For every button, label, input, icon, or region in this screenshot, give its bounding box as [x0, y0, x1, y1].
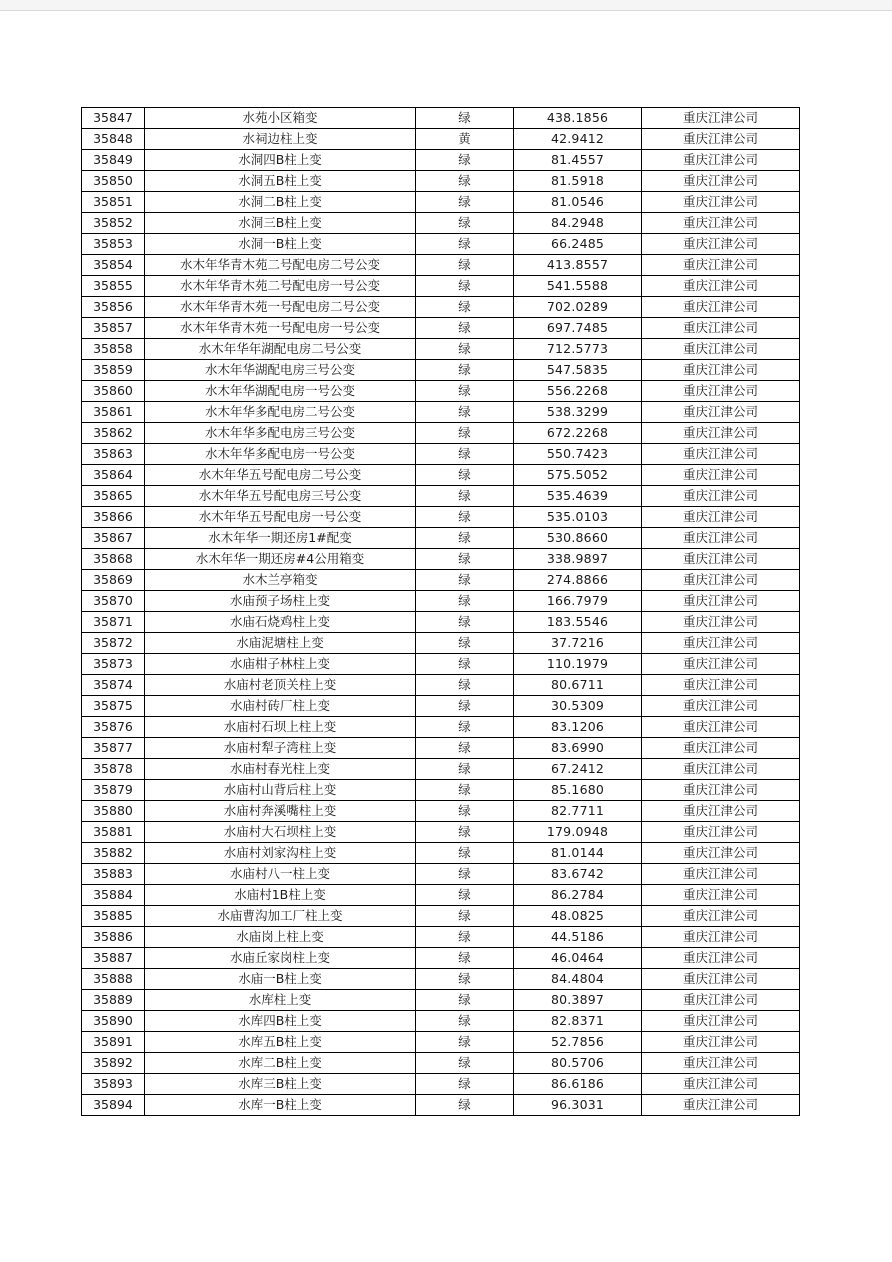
table-row [82, 192, 800, 213]
cell-status: 绿 [416, 990, 514, 1011]
cell-status: 绿 [416, 318, 514, 339]
table-row [82, 549, 800, 570]
cell-status: 绿 [416, 906, 514, 927]
cell-company: 重庆江津公司 [642, 927, 800, 948]
cell-value: 30.5309 [514, 696, 642, 717]
cell-status: 绿 [416, 696, 514, 717]
cell-id: 35866 [82, 507, 145, 528]
cell-value: 81.5918 [514, 171, 642, 192]
cell-id: 35856 [82, 297, 145, 318]
cell-value: 66.2485 [514, 234, 642, 255]
cell-name: 水庙柑子林柱上变 [145, 654, 416, 675]
cell-value: 556.2268 [514, 381, 642, 402]
cell-name: 水木年华一期还房#4公用箱变 [145, 549, 416, 570]
cell-value: 413.8557 [514, 255, 642, 276]
cell-id: 35882 [82, 843, 145, 864]
cell-value: 80.5706 [514, 1053, 642, 1074]
cell-name: 水庙村老顶关柱上变 [145, 675, 416, 696]
cell-value: 42.9412 [514, 129, 642, 150]
cell-name: 水库三B柱上变 [145, 1074, 416, 1095]
cell-name: 水庙村山背后柱上变 [145, 780, 416, 801]
cell-status: 绿 [416, 654, 514, 675]
cell-name: 水庙石烧鸡柱上变 [145, 612, 416, 633]
cell-id: 35865 [82, 486, 145, 507]
cell-status: 绿 [416, 738, 514, 759]
cell-value: 438.1856 [514, 108, 642, 129]
table-row [82, 612, 800, 633]
cell-name: 水木年华湖配电房一号公变 [145, 381, 416, 402]
cell-status: 绿 [416, 1011, 514, 1032]
cell-name: 水木年华多配电房一号公变 [145, 444, 416, 465]
cell-status: 绿 [416, 612, 514, 633]
transformer-table [81, 107, 800, 1116]
cell-name: 水庙预子场柱上变 [145, 591, 416, 612]
cell-id: 35867 [82, 528, 145, 549]
cell-company: 重庆江津公司 [642, 717, 800, 738]
cell-company: 重庆江津公司 [642, 948, 800, 969]
cell-name: 水庙村春光柱上变 [145, 759, 416, 780]
cell-status: 绿 [416, 255, 514, 276]
cell-id: 35864 [82, 465, 145, 486]
cell-id: 35878 [82, 759, 145, 780]
table-row [82, 360, 800, 381]
cell-status: 黄 [416, 129, 514, 150]
cell-company: 重庆江津公司 [642, 1032, 800, 1053]
cell-value: 547.5835 [514, 360, 642, 381]
cell-status: 绿 [416, 843, 514, 864]
cell-value: 530.8660 [514, 528, 642, 549]
cell-id: 35891 [82, 1032, 145, 1053]
cell-id: 35889 [82, 990, 145, 1011]
cell-name: 水庙一B柱上变 [145, 969, 416, 990]
cell-name: 水木年华青木苑二号配电房一号公变 [145, 276, 416, 297]
cell-id: 35881 [82, 822, 145, 843]
cell-id: 35885 [82, 906, 145, 927]
cell-value: 538.3299 [514, 402, 642, 423]
table-row [82, 885, 800, 906]
page-top-edge [0, 0, 892, 11]
cell-value: 82.7711 [514, 801, 642, 822]
cell-value: 85.1680 [514, 780, 642, 801]
cell-name: 水木年华五号配电房二号公变 [145, 465, 416, 486]
cell-company: 重庆江津公司 [642, 759, 800, 780]
cell-id: 35869 [82, 570, 145, 591]
table-row [82, 507, 800, 528]
cell-company: 重庆江津公司 [642, 234, 800, 255]
cell-company: 重庆江津公司 [642, 654, 800, 675]
cell-id: 35859 [82, 360, 145, 381]
cell-status: 绿 [416, 927, 514, 948]
cell-company: 重庆江津公司 [642, 864, 800, 885]
table-row [82, 591, 800, 612]
cell-company: 重庆江津公司 [642, 1074, 800, 1095]
cell-value: 67.2412 [514, 759, 642, 780]
cell-value: 274.8866 [514, 570, 642, 591]
cell-company: 重庆江津公司 [642, 423, 800, 444]
cell-value: 550.7423 [514, 444, 642, 465]
cell-value: 338.9897 [514, 549, 642, 570]
cell-id: 35894 [82, 1095, 145, 1116]
cell-name: 水庙村刘家沟柱上变 [145, 843, 416, 864]
table-row [82, 654, 800, 675]
table-row [82, 969, 800, 990]
table-row [82, 843, 800, 864]
cell-company: 重庆江津公司 [642, 528, 800, 549]
cell-company: 重庆江津公司 [642, 129, 800, 150]
cell-company: 重庆江津公司 [642, 192, 800, 213]
cell-name: 水木年华五号配电房三号公变 [145, 486, 416, 507]
cell-name: 水洞三B柱上变 [145, 213, 416, 234]
cell-name: 水庙村石坝上柱上变 [145, 717, 416, 738]
cell-id: 35888 [82, 969, 145, 990]
table-row [82, 381, 800, 402]
cell-status: 绿 [416, 885, 514, 906]
cell-status: 绿 [416, 822, 514, 843]
cell-id: 35868 [82, 549, 145, 570]
cell-status: 绿 [416, 969, 514, 990]
cell-status: 绿 [416, 1095, 514, 1116]
cell-name: 水库二B柱上变 [145, 1053, 416, 1074]
table-row [82, 213, 800, 234]
cell-value: 541.5588 [514, 276, 642, 297]
cell-id: 35851 [82, 192, 145, 213]
cell-company: 重庆江津公司 [642, 990, 800, 1011]
table-row [82, 1053, 800, 1074]
cell-company: 重庆江津公司 [642, 906, 800, 927]
cell-company: 重庆江津公司 [642, 171, 800, 192]
cell-id: 35860 [82, 381, 145, 402]
cell-id: 35858 [82, 339, 145, 360]
cell-company: 重庆江津公司 [642, 612, 800, 633]
table-row [82, 108, 800, 129]
cell-id: 35875 [82, 696, 145, 717]
cell-id: 35855 [82, 276, 145, 297]
cell-value: 81.0546 [514, 192, 642, 213]
cell-status: 绿 [416, 591, 514, 612]
cell-id: 35872 [82, 633, 145, 654]
cell-name: 水木年华青木苑一号配电房二号公变 [145, 297, 416, 318]
cell-company: 重庆江津公司 [642, 465, 800, 486]
table-row [82, 339, 800, 360]
cell-value: 82.8371 [514, 1011, 642, 1032]
cell-value: 83.1206 [514, 717, 642, 738]
table-row [82, 990, 800, 1011]
table-row [82, 234, 800, 255]
table-row [82, 1095, 800, 1116]
cell-status: 绿 [416, 549, 514, 570]
cell-name: 水木年华年湖配电房二号公变 [145, 339, 416, 360]
cell-id: 35893 [82, 1074, 145, 1095]
cell-value: 80.6711 [514, 675, 642, 696]
cell-name: 水木年华青木苑二号配电房二号公变 [145, 255, 416, 276]
table-row [82, 297, 800, 318]
cell-company: 重庆江津公司 [642, 360, 800, 381]
cell-name: 水庙村砖厂柱上变 [145, 696, 416, 717]
cell-id: 35848 [82, 129, 145, 150]
cell-id: 35861 [82, 402, 145, 423]
cell-company: 重庆江津公司 [642, 381, 800, 402]
cell-status: 绿 [416, 948, 514, 969]
cell-company: 重庆江津公司 [642, 675, 800, 696]
cell-status: 绿 [416, 486, 514, 507]
table-row [82, 150, 800, 171]
cell-status: 绿 [416, 570, 514, 591]
cell-status: 绿 [416, 297, 514, 318]
cell-value: 110.1979 [514, 654, 642, 675]
table-row [82, 1032, 800, 1053]
cell-status: 绿 [416, 465, 514, 486]
cell-id: 35857 [82, 318, 145, 339]
cell-value: 86.2784 [514, 885, 642, 906]
cell-status: 绿 [416, 381, 514, 402]
cell-company: 重庆江津公司 [642, 150, 800, 171]
cell-name: 水洞五B柱上变 [145, 171, 416, 192]
cell-value: 183.5546 [514, 612, 642, 633]
cell-value: 535.4639 [514, 486, 642, 507]
table-row [82, 927, 800, 948]
cell-value: 37.7216 [514, 633, 642, 654]
cell-name: 水洞四B柱上变 [145, 150, 416, 171]
cell-name: 水洞二B柱上变 [145, 192, 416, 213]
cell-name: 水苑小区箱变 [145, 108, 416, 129]
cell-id: 35863 [82, 444, 145, 465]
cell-status: 绿 [416, 150, 514, 171]
cell-status: 绿 [416, 1032, 514, 1053]
cell-company: 重庆江津公司 [642, 297, 800, 318]
cell-company: 重庆江津公司 [642, 402, 800, 423]
cell-id: 35852 [82, 213, 145, 234]
cell-company: 重庆江津公司 [642, 255, 800, 276]
cell-status: 绿 [416, 402, 514, 423]
cell-id: 35887 [82, 948, 145, 969]
table-row [82, 738, 800, 759]
table-row [82, 822, 800, 843]
cell-name: 水祠边柱上变 [145, 129, 416, 150]
cell-id: 35877 [82, 738, 145, 759]
cell-company: 重庆江津公司 [642, 1095, 800, 1116]
cell-company: 重庆江津公司 [642, 570, 800, 591]
cell-name: 水库一B柱上变 [145, 1095, 416, 1116]
cell-name: 水庙村1B柱上变 [145, 885, 416, 906]
cell-name: 水庙岗上柱上变 [145, 927, 416, 948]
cell-name: 水庙丘家岗柱上变 [145, 948, 416, 969]
cell-name: 水木年华青木苑一号配电房一号公变 [145, 318, 416, 339]
table-row [82, 423, 800, 444]
cell-name: 水庙泥塘柱上变 [145, 633, 416, 654]
cell-company: 重庆江津公司 [642, 444, 800, 465]
cell-status: 绿 [416, 675, 514, 696]
table-row [82, 717, 800, 738]
cell-value: 52.7856 [514, 1032, 642, 1053]
cell-status: 绿 [416, 423, 514, 444]
cell-status: 绿 [416, 528, 514, 549]
table-row [82, 675, 800, 696]
cell-company: 重庆江津公司 [642, 213, 800, 234]
table-row [82, 276, 800, 297]
table-row [82, 171, 800, 192]
cell-name: 水木年华多配电房二号公变 [145, 402, 416, 423]
cell-company: 重庆江津公司 [642, 1053, 800, 1074]
cell-value: 44.5186 [514, 927, 642, 948]
cell-name: 水木年华多配电房三号公变 [145, 423, 416, 444]
cell-id: 35849 [82, 150, 145, 171]
cell-company: 重庆江津公司 [642, 696, 800, 717]
cell-company: 重庆江津公司 [642, 339, 800, 360]
cell-status: 绿 [416, 780, 514, 801]
cell-value: 81.4557 [514, 150, 642, 171]
cell-company: 重庆江津公司 [642, 549, 800, 570]
cell-status: 绿 [416, 864, 514, 885]
cell-company: 重庆江津公司 [642, 591, 800, 612]
cell-status: 绿 [416, 276, 514, 297]
cell-value: 81.0144 [514, 843, 642, 864]
cell-company: 重庆江津公司 [642, 885, 800, 906]
table-row [82, 465, 800, 486]
cell-id: 35854 [82, 255, 145, 276]
cell-value: 84.2948 [514, 213, 642, 234]
table-row [82, 528, 800, 549]
cell-company: 重庆江津公司 [642, 843, 800, 864]
cell-id: 35870 [82, 591, 145, 612]
cell-company: 重庆江津公司 [642, 318, 800, 339]
cell-name: 水庙村奔溪嘴柱上变 [145, 801, 416, 822]
cell-value: 83.6990 [514, 738, 642, 759]
cell-company: 重庆江津公司 [642, 822, 800, 843]
cell-id: 35850 [82, 171, 145, 192]
table-row [82, 948, 800, 969]
cell-status: 绿 [416, 759, 514, 780]
cell-value: 80.3897 [514, 990, 642, 1011]
cell-value: 96.3031 [514, 1095, 642, 1116]
cell-id: 35883 [82, 864, 145, 885]
cell-name: 水木兰亭箱变 [145, 570, 416, 591]
cell-status: 绿 [416, 192, 514, 213]
table-body [82, 108, 800, 1116]
cell-company: 重庆江津公司 [642, 633, 800, 654]
cell-status: 绿 [416, 234, 514, 255]
cell-name: 水木年华一期还房1#配变 [145, 528, 416, 549]
table-row [82, 864, 800, 885]
cell-status: 绿 [416, 171, 514, 192]
cell-value: 672.2268 [514, 423, 642, 444]
cell-id: 35880 [82, 801, 145, 822]
cell-id: 35873 [82, 654, 145, 675]
table-row [82, 402, 800, 423]
table-row [82, 906, 800, 927]
cell-name: 水库五B柱上变 [145, 1032, 416, 1053]
cell-id: 35884 [82, 885, 145, 906]
table-row [82, 570, 800, 591]
table-row [82, 444, 800, 465]
cell-name: 水庙村大石坝柱上变 [145, 822, 416, 843]
cell-status: 绿 [416, 1074, 514, 1095]
cell-id: 35862 [82, 423, 145, 444]
cell-name: 水洞一B柱上变 [145, 234, 416, 255]
cell-id: 35876 [82, 717, 145, 738]
cell-value: 86.6186 [514, 1074, 642, 1095]
table-row [82, 801, 800, 822]
cell-company: 重庆江津公司 [642, 969, 800, 990]
cell-status: 绿 [416, 108, 514, 129]
table-row [82, 129, 800, 150]
cell-id: 35886 [82, 927, 145, 948]
table-row [82, 318, 800, 339]
cell-status: 绿 [416, 360, 514, 381]
cell-company: 重庆江津公司 [642, 1011, 800, 1032]
cell-value: 179.0948 [514, 822, 642, 843]
cell-name: 水庙村八一柱上变 [145, 864, 416, 885]
cell-id: 35847 [82, 108, 145, 129]
cell-status: 绿 [416, 339, 514, 360]
table-row [82, 1074, 800, 1095]
cell-status: 绿 [416, 213, 514, 234]
cell-id: 35892 [82, 1053, 145, 1074]
cell-company: 重庆江津公司 [642, 486, 800, 507]
cell-name: 水木年华湖配电房三号公变 [145, 360, 416, 381]
cell-company: 重庆江津公司 [642, 738, 800, 759]
cell-value: 702.0289 [514, 297, 642, 318]
cell-name: 水庙曹沟加工厂柱上变 [145, 906, 416, 927]
cell-value: 48.0825 [514, 906, 642, 927]
cell-name: 水库四B柱上变 [145, 1011, 416, 1032]
cell-status: 绿 [416, 633, 514, 654]
cell-id: 35871 [82, 612, 145, 633]
cell-status: 绿 [416, 1053, 514, 1074]
cell-company: 重庆江津公司 [642, 276, 800, 297]
cell-status: 绿 [416, 717, 514, 738]
cell-name: 水庙村犁子湾柱上变 [145, 738, 416, 759]
cell-name: 水木年华五号配电房一号公变 [145, 507, 416, 528]
cell-value: 712.5773 [514, 339, 642, 360]
cell-value: 83.6742 [514, 864, 642, 885]
table-row [82, 255, 800, 276]
cell-company: 重庆江津公司 [642, 801, 800, 822]
cell-company: 重庆江津公司 [642, 108, 800, 129]
table-row [82, 759, 800, 780]
cell-value: 166.7979 [514, 591, 642, 612]
cell-value: 46.0464 [514, 948, 642, 969]
cell-value: 575.5052 [514, 465, 642, 486]
table-row [82, 780, 800, 801]
cell-id: 35879 [82, 780, 145, 801]
table-row [82, 1011, 800, 1032]
cell-name: 水库柱上变 [145, 990, 416, 1011]
table-row [82, 696, 800, 717]
cell-status: 绿 [416, 801, 514, 822]
cell-id: 35874 [82, 675, 145, 696]
cell-status: 绿 [416, 507, 514, 528]
cell-company: 重庆江津公司 [642, 507, 800, 528]
table-row [82, 633, 800, 654]
cell-value: 697.7485 [514, 318, 642, 339]
cell-id: 35853 [82, 234, 145, 255]
cell-company: 重庆江津公司 [642, 780, 800, 801]
cell-id: 35890 [82, 1011, 145, 1032]
table-row [82, 486, 800, 507]
cell-value: 535.0103 [514, 507, 642, 528]
cell-value: 84.4804 [514, 969, 642, 990]
cell-status: 绿 [416, 444, 514, 465]
